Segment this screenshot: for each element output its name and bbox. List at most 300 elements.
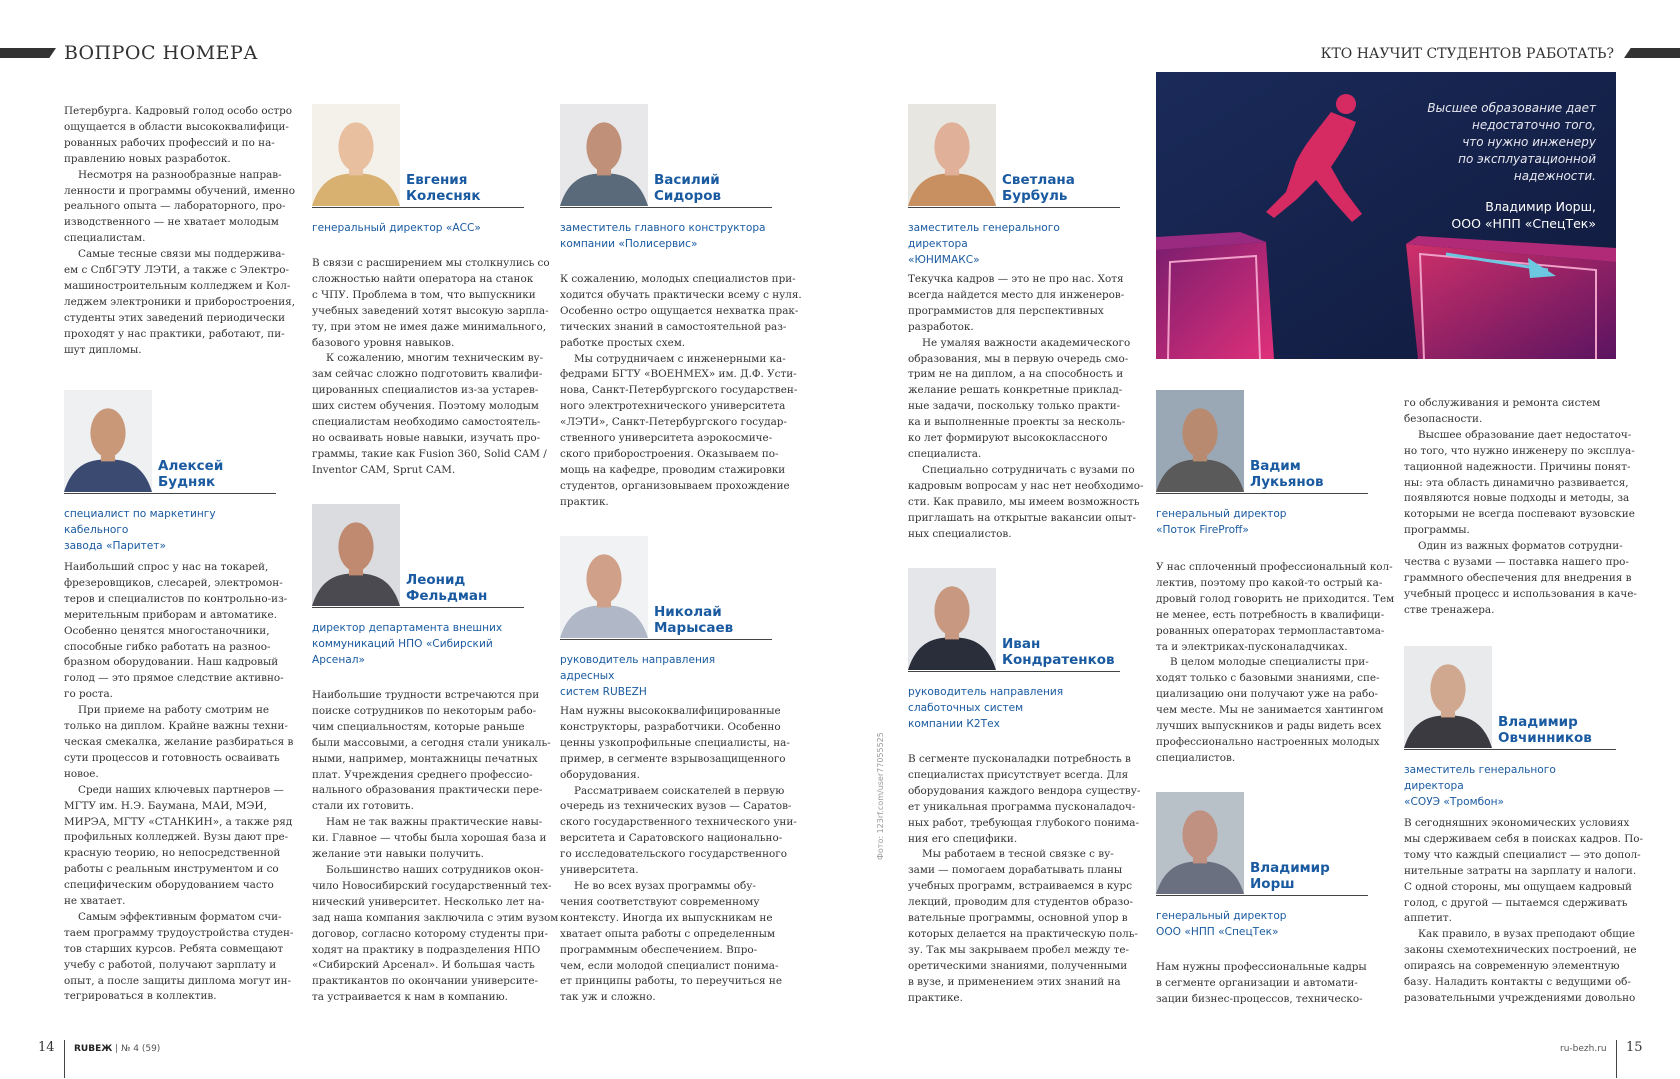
role-line: ООО «НПП «СпецТек» (1156, 926, 1279, 938)
magazine-name: RUBEЖ (74, 1044, 113, 1054)
text-line: проходят у нас практики, работают, пи- (64, 327, 285, 340)
text-line: хватает опыта работы с определенным (560, 927, 776, 940)
text-line: базу. Наладить контакты с ведущими об- (1404, 976, 1631, 989)
name-line: Кондратенков (1002, 652, 1115, 668)
photo-credit: Фото: 123rf.com/user77055525 (876, 732, 885, 860)
text-line: практикантов по окончании университе- (312, 975, 539, 988)
text-line: Мы работаем в тесной связке с ву- (922, 848, 1114, 861)
text-line: машиностроительным колледжем и Кол- (64, 279, 291, 292)
text-line: ощущается в области высококвалифици- (64, 120, 289, 133)
pull-quote-illustration (1156, 72, 1616, 359)
text-line: Один из важных форматов сотрудни- (1418, 540, 1623, 553)
role-line: руководитель направления адресных (560, 654, 716, 682)
text-line: ко лет формируют высококлассного (908, 432, 1108, 445)
section-title: ВОПРОС НОМЕРА (64, 42, 259, 64)
text-line: разовательными учреждениями довольно (1404, 991, 1636, 1004)
text-line: С одной стороны, мы ощущаем кадровый (1404, 880, 1632, 893)
text-line: работы с реальным инструментом и со (64, 863, 279, 876)
text-line: нический университет. Несколько лет на- (312, 895, 545, 908)
text-line: Нам не так важны практические навы- (326, 816, 543, 829)
role-line: «СОУЭ «Тромбон» (1404, 796, 1505, 808)
text-line: ка и выполненные проекты за несколь- (908, 416, 1126, 429)
portrait-photo (312, 504, 400, 606)
text-line: лектив, поэтому про какой-то острый ка- (1156, 576, 1383, 589)
portrait-photo (1156, 390, 1244, 492)
text-line: новое. (64, 767, 99, 780)
text-line: оретическими знаниями, полученными (908, 959, 1128, 972)
text-line: очередь из технических вузов — Саратов- (560, 800, 792, 813)
role-line: специалист по маркетингу кабельного (64, 508, 216, 536)
portrait-feldman (312, 504, 400, 606)
text-line: оборудования каждого вендора существу- (908, 784, 1141, 797)
portrait-ovchinnikov (1404, 646, 1492, 748)
text-line: федрами БГТУ «ВОЕНМЕХ» им. Д.Ф. Усти- (560, 368, 797, 381)
name-underline (560, 207, 772, 208)
text-line: ходится обучать практически всему с нуля. (560, 288, 802, 301)
text-line: чим специальностям, которые раньше (312, 720, 525, 733)
text-line: специалистах присутствует всегда. Для (908, 768, 1129, 781)
text-line: шут дипломы. (64, 343, 142, 356)
text-line: учебу с работой, получают зарплату и (64, 958, 277, 971)
text-line: законы схемотехнических построений, не (1404, 944, 1637, 957)
quote-line: недостаточно того, (1471, 118, 1596, 132)
issue-number: № 4 (59) (121, 1044, 161, 1054)
text-line: Нам нужны профессиональные кадры (1156, 961, 1367, 973)
text-line: работке простых схем. (560, 336, 686, 349)
person-name (1002, 172, 1075, 204)
text-line: тому что каждый специалист — это допол- (1404, 848, 1641, 861)
text-line: ту, при этом не имея даже минимального, (312, 320, 547, 333)
answer-text-iorsh-continued (1404, 396, 1637, 619)
pull-quote (1427, 100, 1596, 185)
role-line: заместитель генерального директора (1404, 764, 1556, 792)
text-line: В целом молодые специалисты при- (1170, 656, 1369, 669)
portrait-photo (64, 390, 152, 492)
person-name (406, 172, 481, 204)
text-line: В сегменте пусконаладки потребность в (908, 753, 1131, 765)
text-line: кадровым вопросам у нас нет необходимо- (908, 479, 1144, 492)
text-line: студентов, организовываем прохождение (560, 479, 790, 492)
name-underline (1404, 749, 1616, 750)
role-line: генеральный директор «АСС» (312, 222, 481, 234)
text-line: сложностью найти оператора на станок (312, 272, 534, 285)
text-line: ленности и программы обучений, именно (64, 184, 296, 197)
text-line: в вузе, и применением этих знаний на (908, 975, 1121, 988)
text-line: аппетит. (1404, 912, 1452, 925)
text-line: ны: эта область динамично развивается, (1404, 476, 1629, 489)
text-line: поиске сотрудников по некоторым рабо- (312, 704, 537, 717)
portrait-photo (1156, 792, 1244, 894)
text-line: Высшее образование дает недостаточ- (1418, 428, 1632, 441)
name-underline (312, 607, 524, 608)
text-line: программистов для перспективных (908, 304, 1104, 317)
text-line: тационной надежности. Причины понят- (1404, 460, 1631, 473)
text-line: практике. (908, 991, 963, 1004)
text-line: опираясь на современную элементную (1404, 960, 1620, 973)
text-line: рованных операторах термопластавтома- (1156, 624, 1385, 637)
person-name (406, 572, 487, 604)
answer-text-burbul (908, 272, 1144, 542)
text-line: которыми не всегда поспевают вузовские (1404, 508, 1635, 521)
text-line: мощь на кафедре, проводим стажировки (560, 463, 786, 476)
text-line: ценны узкопрофильные специалисты, на- (560, 736, 790, 749)
text-line: учебных программ, встраиваемся в курс (908, 880, 1133, 893)
portrait-photo (312, 104, 400, 206)
text-line: тических знаний в самостоятельной раз- (560, 320, 787, 333)
name-line: Фельдман (406, 588, 488, 604)
text-line: желание эти навыки получить. (312, 848, 484, 861)
text-line: В сегодняшних экономических условиях (1404, 817, 1630, 829)
text-line: желание решать конкретные приклад- (908, 384, 1123, 397)
text-line: рованных рабочих профессий и по на- (64, 136, 275, 149)
text-line: зад наша компания заключила с этим вузом (312, 911, 559, 924)
role-line: компании К2Тех (908, 718, 1000, 730)
person-name (1250, 458, 1324, 490)
text-line: разработок. (908, 320, 974, 333)
quote-line: Высшее образование дает (1427, 101, 1596, 115)
text-line: чем, если молодой специалист понима- (560, 959, 779, 972)
text-line: с ЧПУ. Проблема в том, что выпускники (312, 288, 536, 301)
text-line: Особенно остро ощущается нехватка прак- (560, 304, 799, 317)
person-name (158, 458, 223, 490)
text-line: появляются новые подходы и методы, за (1404, 492, 1630, 505)
person-role (1156, 506, 1368, 538)
person-role (908, 684, 1120, 732)
text-line: конструкторы, разработчики. Особенно (560, 720, 781, 733)
text-line: ших систем обучения. Поэтому молодым (312, 400, 539, 413)
person-role (312, 220, 524, 236)
text-line: ческая смекалка, желание разбираться в (64, 735, 294, 748)
role-line: директор департамента внешних (312, 622, 503, 634)
text-line: образования, мы в первую очередь смо- (908, 352, 1129, 365)
person-name (654, 604, 733, 636)
role-line: слаботочных систем (908, 702, 1024, 714)
text-line: ного электротехнического университета (560, 400, 786, 413)
text-line: но осваивать новые навыки, изучать про- (312, 431, 541, 444)
role-line: генеральный директор (1156, 508, 1287, 520)
role-line: генеральный директор (1156, 910, 1287, 922)
portrait-burbul (908, 104, 996, 206)
person-role (560, 652, 772, 700)
portrait-sidorov (560, 104, 648, 206)
name-line: Сидоров (654, 188, 722, 204)
name-underline (908, 671, 1120, 672)
text-line: Наибольшие трудности встречаются при (312, 689, 540, 701)
quote-line: по эксплуатационной (1458, 152, 1596, 166)
name-line: Марысаев (654, 620, 734, 636)
portrait-marysaev (560, 536, 648, 638)
portrait-photo (1404, 646, 1492, 748)
text-line: Самым эффективным форматом счи- (78, 910, 282, 923)
text-line: реального опыта — лабораторного, про- (64, 200, 286, 213)
portrait-iorsh (1156, 792, 1244, 894)
text-line: практик. (560, 495, 609, 508)
text-line: чения соответствуют современному (560, 895, 760, 908)
text-line: специалистам. (64, 232, 146, 245)
name-line: Владимир (1498, 714, 1578, 730)
text-line: цированных специалистов из-за устарев- (312, 384, 539, 397)
text-line: ского приборостроения. Оказываем по- (560, 447, 779, 460)
text-line: голод, с другой — пытаемся сдерживать (1404, 896, 1628, 909)
person-role (1404, 762, 1616, 810)
text-line: сути процессов и готовность осваивать (64, 751, 280, 764)
header-bar-right (1624, 48, 1680, 58)
text-line: «ЛЭТИ», Санкт-Петербургского государ- (560, 416, 787, 429)
text-line: тегрироваться в коллектив. (64, 990, 217, 1003)
text-line: граммы, такие как Fusion 360, Solid CAM / (312, 447, 547, 460)
text-line: Среди наших ключевых партнеров — (78, 783, 284, 796)
text-line: го обслуживания и ремонта систем (1404, 397, 1601, 409)
text-line: специалистов. (1156, 751, 1236, 764)
footer-rule-right (1616, 1040, 1617, 1078)
text-line: МИРЭА, МГТУ «СТАНКИН», а также ряд (64, 815, 293, 828)
name-line: Овчинников (1498, 730, 1592, 746)
text-line: профильных колледжей. Вузы дают пре- (64, 831, 289, 844)
text-line: лекций, проводим для студентов образо- (908, 896, 1133, 909)
role-line: систем RUBEZH (560, 686, 647, 698)
portrait-budnyak (64, 390, 152, 492)
person-role (312, 620, 524, 668)
text-line: ных специалистов. (908, 527, 1012, 540)
text-line: договор, согласно которому студенты при- (312, 927, 548, 940)
answer-text-kolesnyak (312, 256, 550, 479)
text-line: приглашать на открытые вакансии опыт- (908, 511, 1136, 524)
text-line: специфическим оборудованием часто (64, 879, 274, 892)
answer-text-kondratenkov (908, 752, 1141, 1007)
text-line: мерительным приборам и автоматике. (64, 608, 277, 621)
text-line: всегда найдется место для инженеров- (908, 288, 1125, 301)
text-line: У нас сплоченный профессиональный кол- (1156, 561, 1393, 573)
text-line: учебный процесс и использования в каче- (1404, 587, 1637, 600)
text-line: зации бизнес-процессов, техническо- (1156, 992, 1363, 1005)
text-line: студенты этих заведений периодически (64, 311, 286, 324)
person-role (1156, 908, 1368, 940)
name-line: Колесняк (406, 188, 481, 204)
answer-text-marysaev (560, 704, 797, 1006)
answer-text-lukyanov (1156, 560, 1395, 767)
name-line: Евгения (406, 172, 468, 188)
name-line: Леонид (406, 572, 466, 588)
person-role (560, 220, 772, 252)
text-line: безопасности. (1404, 412, 1483, 425)
text-line: К сожалению, многим техническим ву- (326, 352, 544, 365)
text-line: стве тренажера. (1404, 603, 1495, 616)
role-line: компании «Полисервис» (560, 238, 698, 250)
name-underline (560, 639, 772, 640)
name-line: Николай (654, 604, 722, 620)
text-line: вательные программы, основной упор в (908, 912, 1128, 925)
text-line: теров и специалистов по контрольно-из- (64, 592, 288, 605)
text-line: не хватает. (64, 895, 126, 908)
portrait-lukyanov (1156, 390, 1244, 492)
name-line: Иорш (1250, 876, 1295, 892)
text-line: контексту. Иногда их выпускникам не (560, 911, 773, 924)
role-line: Арсенал» (312, 654, 365, 666)
text-line: трим не на диплом, а на способность и (908, 368, 1124, 381)
text-line: дровый голод говорить не приходится. Тем (1156, 592, 1395, 605)
name-line: Бурбуль (1002, 188, 1068, 204)
role-line: руководитель направления (908, 686, 1064, 698)
text-line: В связи с расширением мы столкнулись со (312, 257, 550, 269)
text-line: специалистам необходимо самостоятель- (312, 416, 541, 429)
person-name (1002, 636, 1115, 668)
text-line: изводственного — не хватает молодым (64, 216, 279, 229)
role-line: «ЮНИМАКС» (908, 254, 980, 266)
portrait-photo (908, 568, 996, 670)
text-line: ния его специфики. (908, 832, 1018, 845)
text-line: опыт, а после защиты диплома могут ин- (64, 974, 292, 987)
text-line: Петербурга. Кадровый голод особо остро (64, 105, 293, 117)
text-line: ет уникальная программа пусконаладоч- (908, 800, 1136, 813)
text-line: зами — помогаем дорабатывать планы (908, 864, 1123, 877)
text-line: ными, например, монтажницы печатных (312, 752, 538, 765)
text-line: голод — это прямое следствие активно- (64, 672, 284, 685)
text-line: плат. Учреждения среднего профессио- (312, 768, 533, 781)
name-underline (1156, 493, 1368, 494)
quote-line: что нужно инженеру (1462, 135, 1596, 149)
text-line: нительные затраты на зарплату и налоги. (1404, 864, 1637, 877)
topic-title: КТО НАУЧИТ СТУДЕНТОВ РАБОТАТЬ? (1320, 46, 1614, 62)
text-line: программы. (1404, 524, 1470, 537)
portrait-photo (560, 536, 648, 638)
text-line: Наибольший спрос у нас на токарей, (64, 561, 269, 573)
text-line: го исследовательского государственного (560, 848, 787, 861)
text-line: ки. Главное — чтобы была хорошая база и (312, 832, 547, 845)
text-line: учебных заведений хотят высокую зарпла- (312, 304, 549, 317)
intro-text (64, 104, 296, 359)
text-line: нального образования практически пере- (312, 784, 543, 797)
text-line: таем программу трудоустройства студен- (64, 926, 294, 939)
text-line: способные гибко работать на разноо- (64, 640, 271, 653)
text-line: красную теорию, но непосредственной (64, 847, 281, 860)
text-line: ем с СпбГЭТУ ЛЭТИ, а также с Электро- (64, 264, 290, 277)
portrait-kondratenkov (908, 568, 996, 670)
person-name (1250, 860, 1330, 892)
name-underline (64, 493, 276, 494)
text-line: специалиста. (908, 447, 982, 460)
text-line: стали их готовить. (312, 800, 414, 813)
person-name (654, 172, 721, 204)
answer-text-ovchinnikov (1404, 816, 1644, 1007)
text-line: Самые тесные связи мы поддержива- (78, 248, 285, 261)
text-line: граммного обеспечения для внедрения в (1404, 571, 1632, 584)
text-line: лучших выпускников и рады видеть всех (1156, 720, 1382, 733)
pull-quote-author (1451, 198, 1596, 232)
quote-author-line: ООО «НПП «СпецТек» (1451, 216, 1596, 231)
role-line: коммуникаций НПО «Сибирский (312, 638, 493, 650)
text-line: но того, что нужно инженеру по эксплуа- (1404, 444, 1635, 457)
text-line: университета. (560, 864, 639, 877)
role-line: «Поток FireProff» (1156, 524, 1249, 536)
text-line: фрезеровщиков, слесарей, электромон- (64, 576, 283, 589)
text-line: в сегменте организации и автомати- (1156, 976, 1358, 989)
text-line: Большинство наших сотрудников окон- (326, 863, 544, 876)
answer-text-sidorov (560, 272, 802, 511)
answer-text-budnyak (64, 560, 294, 1005)
text-line: ского государственного технического уни- (560, 816, 797, 829)
name-line: Владимир (1250, 860, 1330, 876)
text-line: ных работ, требующая глубокого понима- (908, 816, 1139, 829)
text-line: тов старших курсов. Ребята совмещают (64, 942, 284, 955)
text-line: профессионально настроенных молодых (1156, 735, 1380, 748)
text-line: не менее, есть потребность в квалифици- (1156, 608, 1385, 621)
quote-line: надежности. (1513, 169, 1596, 183)
text-line: базового уровня навыков. (312, 336, 455, 349)
text-line: К сожалению, молодых специалистов при- (560, 273, 796, 285)
role-line: заместитель генерального директора (908, 222, 1060, 250)
name-line: Вадим (1250, 458, 1301, 474)
text-line: Не во всех вузах программы обу- (574, 879, 756, 892)
text-line: Мы сотрудничаем с инженерными ка- (574, 352, 786, 365)
text-line: Нам нужны высококвалифицированные (560, 705, 781, 717)
answer-text-feldman (312, 688, 559, 1006)
text-line: мы сдерживаем себя в поисках кадров. По- (1404, 832, 1644, 845)
person-role (908, 220, 1120, 268)
text-line: ходят на практику в подразделения НПО (312, 943, 541, 956)
quote-author-line: Владимир Иорш, (1485, 199, 1596, 214)
text-line: ные задачи, поскольку только практи- (908, 400, 1121, 413)
person-name (1498, 714, 1592, 746)
text-line: ственного университета аэрокосмиче- (560, 432, 773, 445)
text-line: Как правило, в вузах преподают общие (1418, 928, 1636, 941)
footer-rule-left (64, 1040, 65, 1078)
role-line: завода «Паритет» (64, 540, 166, 552)
text-line: Несмотря на разнообразные направ- (78, 168, 282, 181)
site-url: ru-bezh.ru (1560, 1044, 1607, 1054)
name-line: Алексей (158, 458, 224, 474)
name-line: Светлана (1002, 172, 1075, 188)
person-role (64, 506, 276, 554)
name-underline (908, 207, 1120, 208)
text-line: только на диплом. Крайне важны техни- (64, 720, 288, 733)
name-line: Будняк (158, 474, 216, 490)
name-underline (1156, 895, 1368, 896)
text-line: пример, в сегменте взрывозащищенного (560, 752, 786, 765)
text-line: верситета и Саратовского национально- (560, 832, 783, 845)
text-line: Текучка кадров — это не про нас. Хотя (908, 273, 1124, 285)
text-line: были массовыми, а сегодня стали уникаль- (312, 736, 551, 749)
name-line: Лукьянов (1250, 474, 1324, 490)
text-line: При приеме на работу смотрим не (78, 704, 270, 717)
text-line: нова, Санкт-Петербургского государствен- (560, 384, 798, 397)
text-line: программным обеспечением. Впро- (560, 943, 758, 956)
name-line: Василий (654, 172, 720, 188)
text-line: Рассматриваем соискателей в первую (574, 784, 785, 797)
text-line: которых делается на практическую поль- (908, 927, 1138, 940)
text-line: чило Новосибирский государственный тех- (312, 879, 552, 892)
role-line: заместитель главного конструктора (560, 222, 766, 234)
answer-text-iorsh (1156, 960, 1368, 1008)
text-line: зам сейчас сложно подготовить квалифи- (312, 368, 543, 381)
text-line: та устраивается к нам в компанию. (312, 991, 508, 1004)
text-line: ходят только с базовыми знаниями, спе- (1156, 672, 1380, 685)
text-line: так уж и сложно. (560, 991, 656, 1004)
text-line: оборудования. (560, 768, 640, 781)
text-line: го роста. (64, 688, 113, 701)
text-line: Не умаляя важности академического (922, 336, 1131, 349)
name-underline (312, 207, 524, 208)
magazine-issue: RUBEЖ | № 4 (59) (74, 1044, 161, 1054)
text-line: бразном оборудовании. Наш кадровый (64, 656, 279, 669)
text-line: МГТУ им. Н.Э. Баумана, МАИ, МЭИ, (64, 799, 267, 812)
text-line: леджем электроники и приборостроения, (64, 295, 296, 308)
text-line: чем месте. Мы не занимается хантингом (1156, 704, 1384, 717)
text-line: Inventor CAM, Sprut CAM. (312, 463, 456, 476)
text-line: сти. Как правило, мы имеем возможность (908, 495, 1140, 508)
text-line: циализацию они получают уже на рабо- (1156, 688, 1379, 701)
header-bar-left (0, 48, 56, 58)
page-number-right: 15 (1626, 1040, 1643, 1055)
